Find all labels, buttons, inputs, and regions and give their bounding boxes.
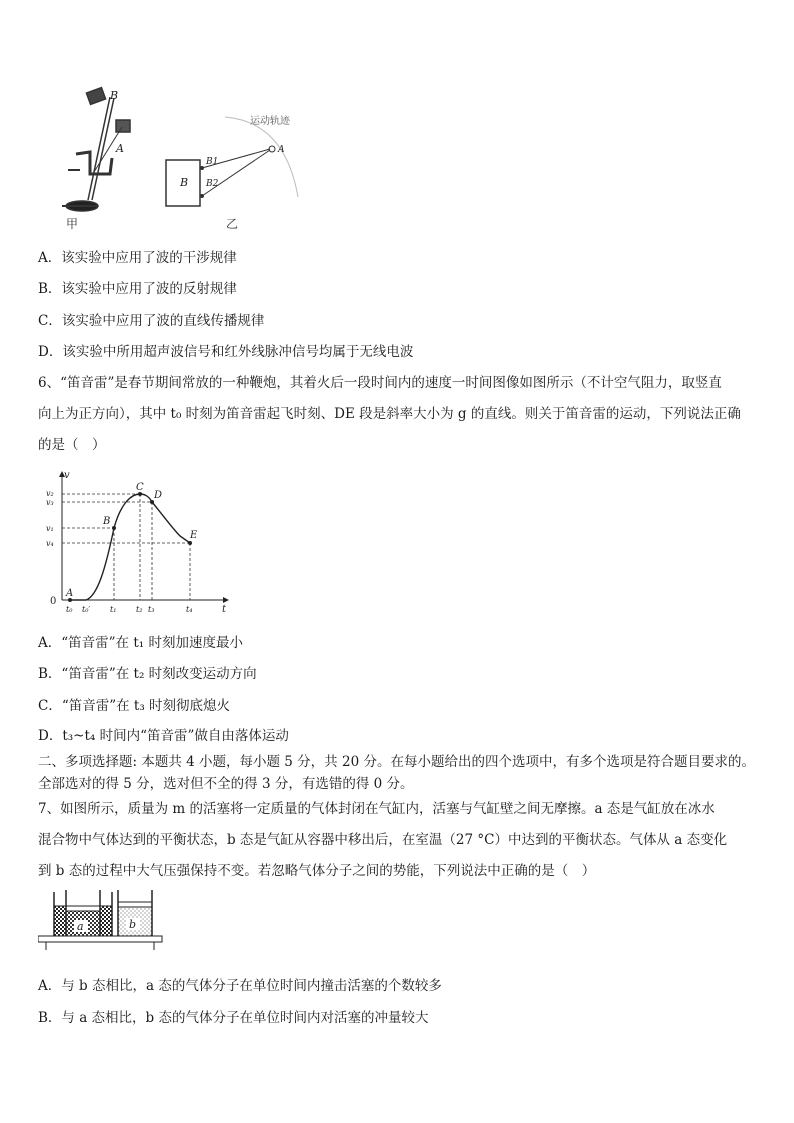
point-a: A: [66, 588, 74, 599]
q7-stem-line1: 7、如图所示，质量为 m 的活塞将一定质量的气体封闭在气缸内，活塞与气缸壁之间无摩擦。a 态是气缸放在冰水: [38, 801, 715, 817]
q7-option-b: B．与 a 态相比，b 态的气体分子在单位时间内对活塞的冲量较大: [38, 1010, 429, 1026]
q6-stem-line1: 6、“笛音雷”是春节期间常放的一种鞭炮，其着火后一段时间内的速度一时间图像如图所示（不计空气阻力，取竖直: [38, 375, 722, 391]
point-d: D: [154, 490, 163, 501]
vt-curve: [70, 494, 190, 600]
q5-option-a: A．该实验中应用了波的干涉规律: [38, 250, 237, 266]
x-label-t4: t₄: [186, 605, 193, 614]
label-jia: 甲: [66, 217, 79, 231]
vt-graph: [40, 466, 240, 616]
x-label-t3: t₃: [148, 605, 155, 614]
x-label-t1: t₁: [110, 605, 117, 614]
y-label-v4: v₄: [46, 539, 54, 548]
y-label-v1: v₁: [46, 524, 54, 533]
q5-option-d: D．该实验中所用超声波信号和红外线脉冲信号均属于无线电波: [38, 344, 414, 360]
label-b2: B2: [206, 179, 219, 189]
label-b1: B1: [206, 157, 219, 167]
q6-option-d: D．t₃~t₄ 时间内“笛音雷”做自由落体运动: [38, 728, 289, 744]
v-axis-label: v: [64, 470, 70, 481]
section2-line2: 全部选对的得 5 分，选对但不全的得 3 分，有选错的得 0 分。: [38, 776, 414, 792]
label-b-box: B: [180, 176, 189, 189]
label-a-yi: A: [278, 145, 285, 155]
q6-option-c: C．“笛音雷”在 t₃ 时刻彻底熄火: [38, 698, 231, 714]
trajectory-arc: [225, 117, 298, 197]
x-label-t2: t₂: [136, 605, 143, 614]
point-b: B: [103, 516, 111, 527]
label-a-state: a: [77, 920, 84, 933]
x-label-t0: t₀: [66, 605, 73, 614]
guide-lines: [62, 494, 190, 600]
y-label-v2: v₂: [46, 489, 54, 498]
q6-option-a: A．“笛音雷”在 t₁ 时刻加速度最小: [38, 635, 243, 651]
label-b-jia: B: [110, 89, 119, 102]
origin-label: 0: [50, 596, 57, 607]
q6-stem-line3: 的是（ ）: [38, 437, 106, 453]
q5-option-c: C．该实验中应用了波的直线传播规律: [38, 313, 265, 329]
experiment-figure: [50, 82, 320, 232]
q7-option-a: A．与 b 态相比，a 态的气体分子在单位时间内撞击活塞的个数较多: [38, 978, 442, 994]
section2-line1: 二、多项选择题: 本题共 4 小题，每小题 5 分，共 20 分。在每小题给出的四个选项中，有多个选项是符合题目要求的。: [38, 754, 755, 770]
t-axis-label: t: [222, 604, 227, 615]
point-e: E: [190, 530, 198, 541]
q7-stem-line3: 到 b 态的过程中大气压强保持不变。若忽略气体分子之间的势能，下列说法中正确的是（ ）: [38, 863, 596, 879]
x-label-t0p: t₀′: [82, 605, 91, 614]
q6-option-b: B．“笛音雷”在 t₂ 时刻改变运动方向: [38, 666, 257, 682]
label-yi: 乙: [226, 217, 239, 231]
y-label-v3: v₃: [46, 498, 54, 507]
q7-stem-line2: 混合物中气体达到的平衡状态，b 态是气缸从容器中移出后，在室温（27 °C）中达到的平衡状态。气体从 a 态变化: [38, 832, 728, 848]
cylinder-figure: [38, 890, 168, 952]
q6-stem-line2: 向上为正方向），其中 t₀ 时刻为笛音雷起飞时刻、DE 段是斜率大小为 g 的直线。则关于笛音雷的运动，下列说法正确: [38, 406, 741, 422]
q5-option-b: B．该实验中应用了波的反射规律: [38, 281, 237, 297]
label-a-jia: A: [116, 142, 124, 155]
trajectory-label: 运动轨迹: [250, 116, 290, 127]
point-c: C: [136, 482, 144, 493]
label-b-state: b: [129, 918, 137, 931]
